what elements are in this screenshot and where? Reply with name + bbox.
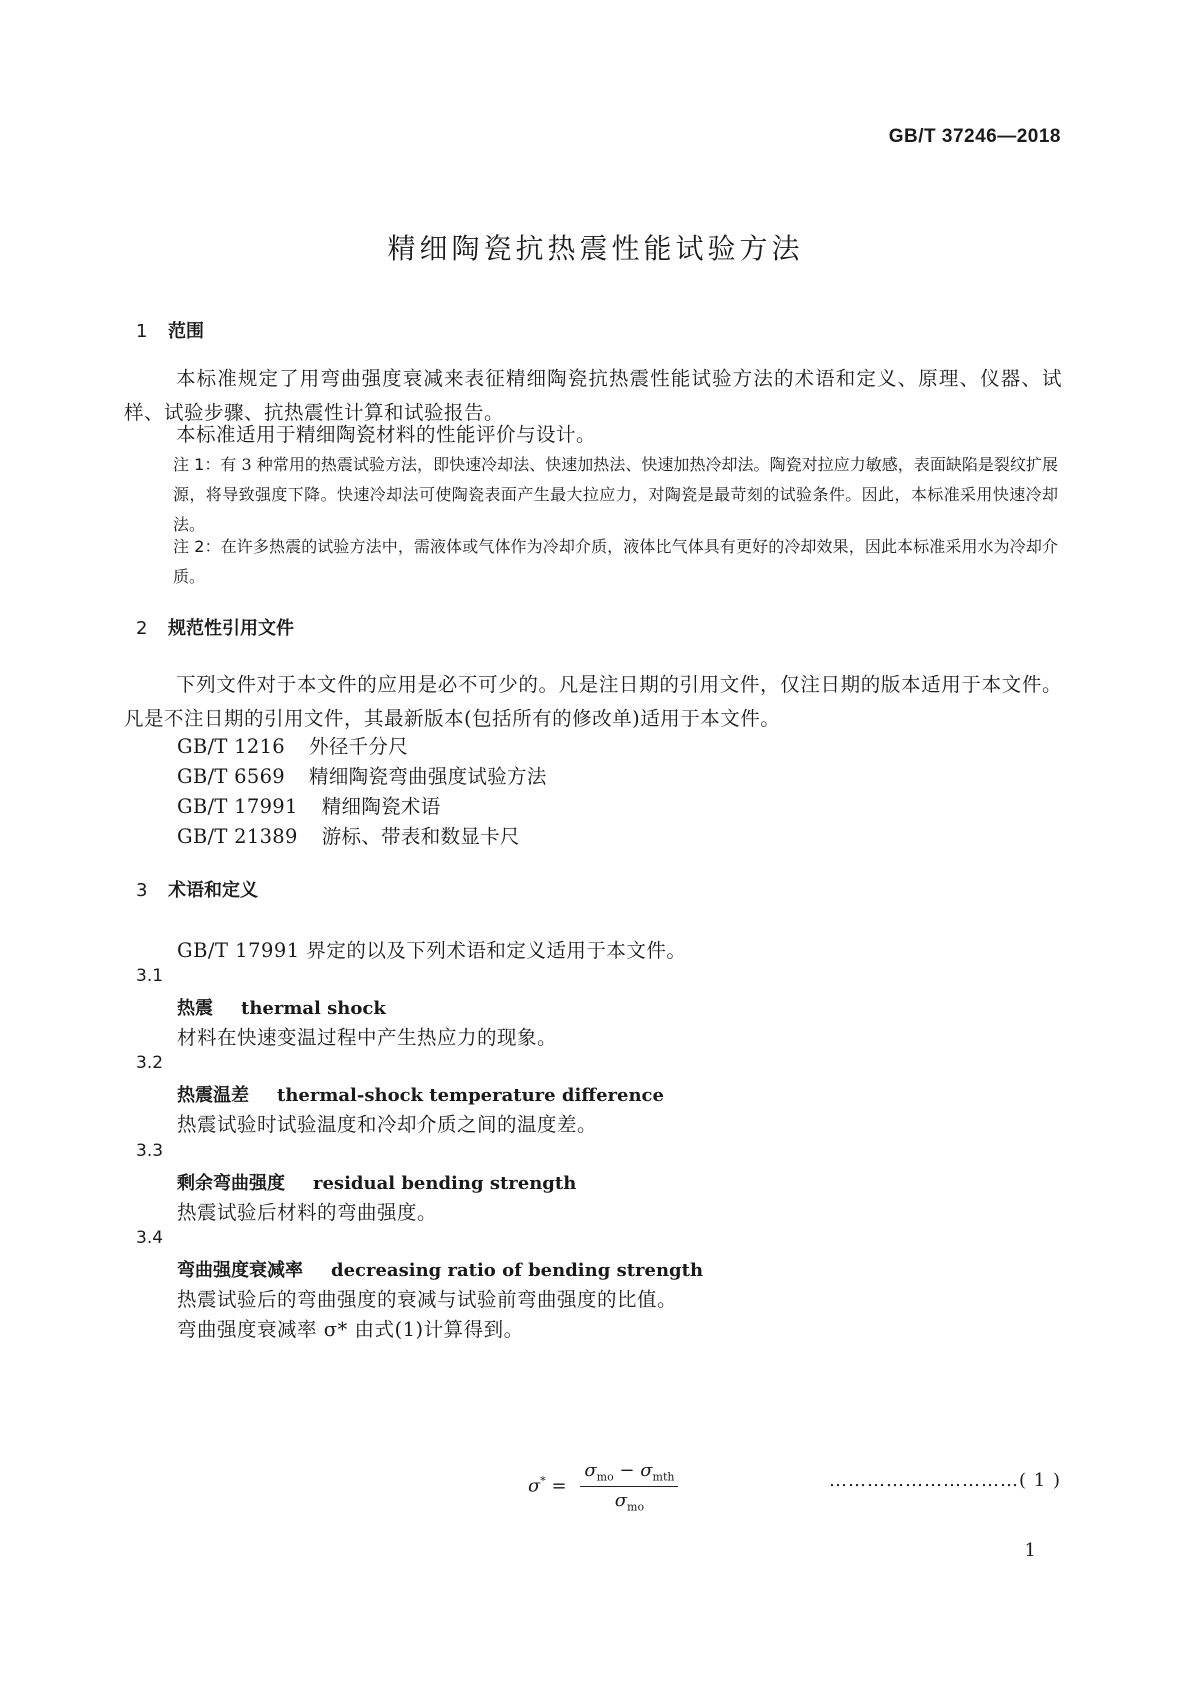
term-number: 3.4 — [136, 1228, 164, 1248]
formula-intro: 弯曲强度衰减率 σ* 由式(1)计算得到。 — [177, 1318, 524, 1341]
page-number: 1 — [1024, 1540, 1036, 1561]
section-title: 范围 — [168, 321, 204, 342]
term-number: 3.3 — [136, 1141, 164, 1161]
term-heading: 弯曲强度衰减率 decreasing ratio of bending strength — [177, 1260, 704, 1281]
note-text: 在许多热震的试验方法中，需液体或气体作为冷却介质，液体比气体具有更好的冷却效果，因此本标准采用水为冷却介质。 — [173, 537, 1058, 586]
ref-item: GB/T 17991 精细陶瓷术语 — [177, 795, 441, 818]
term-definition: 热震试验后材料的弯曲强度。 — [177, 1201, 438, 1224]
term-definition: 热震试验后的弯曲强度的衰减与试验前弯曲强度的比值。 — [177, 1288, 678, 1311]
note-text: 有 3 种常用的热震试验方法，即快速冷却法、快速加热法、快速加热冷却法。陶瓷对拉应力敏感，表面缺陷是裂纹扩展源，将导致强度下降。快速冷却法可使陶瓷表面产生最大拉应力，对陶瓷是最苛刻的试验条件。因此，本标准采用快速冷却法。 — [173, 455, 1058, 534]
document-title: 精细陶瓷抗热震性能试验方法 — [387, 232, 804, 265]
scope-paragraph-1: 本标准规定了用弯曲强度衰减来表征精细陶瓷抗热震性能试验方法的术语和定义、原理、仪器、试样、试验步骤、抗热震性计算和试验报告。 — [124, 367, 1062, 424]
note-1 — [173, 450, 1058, 540]
fraction — [580, 1460, 678, 1513]
terms-intro: GB/T 17991 界定的以及下列术语和定义适用于本文件。 — [177, 939, 687, 962]
note-label: 注 1： — [173, 455, 221, 474]
section-title: 规范性引用文件 — [168, 618, 294, 639]
note-label: 注 2： — [173, 537, 221, 556]
term-heading: 剩余弯曲强度 residual bending strength — [177, 1173, 577, 1194]
equation-1: σ* = $\frac{\sigma_{mo} - \sigma_{mth}}{\sigma_{mo}}$ — [528, 1460, 678, 1513]
term-definition: 材料在快速变温过程中产生热应力的现象。 — [177, 1026, 558, 1049]
term-definition: 热震试验时试验温度和冷却介质之间的温度差。 — [177, 1113, 598, 1136]
section-1-heading — [136, 317, 204, 343]
ref-item: GB/T 6569 精细陶瓷弯曲强度试验方法 — [177, 765, 547, 788]
term-number: 3.1 — [136, 966, 164, 986]
standard-code: GB/T 37246—2018 — [888, 126, 1061, 147]
term-heading: 热震 thermal shock — [177, 998, 386, 1019]
section-number: 2 — [136, 618, 148, 639]
ref-item: GB/T 21389 游标、带表和数显卡尺 — [177, 825, 520, 848]
refs-intro: 下列文件对于本文件的应用是必不可少的。凡是注日期的引用文件，仅注日期的版本适用于本文件。凡是不注日期的引用文件，其最新版本(包括所有的修改单)适用于本文件。 — [124, 673, 1062, 730]
denominator: $\sigma_{mo}$ — [614, 1489, 645, 1514]
section-number: 3 — [136, 880, 148, 901]
scope-paragraph-2: 本标准适用于精细陶瓷材料的性能评价与设计。 — [176, 423, 597, 446]
section-number: 1 — [136, 321, 148, 342]
section-title: 术语和定义 — [168, 880, 258, 901]
numerator: $\sigma_{mo} - \sigma_{mth}$ — [580, 1460, 678, 1487]
section-3-heading — [136, 876, 258, 902]
section-2-heading — [136, 614, 294, 640]
ref-item: GB/T 1216 外径千分尺 — [177, 735, 409, 758]
equation-number: …………………………( 1 ) — [829, 1470, 1061, 1491]
term-heading: 热震温差 thermal-shock temperature difference — [177, 1085, 664, 1106]
note-2 — [173, 532, 1058, 592]
term-number: 3.2 — [136, 1053, 164, 1073]
